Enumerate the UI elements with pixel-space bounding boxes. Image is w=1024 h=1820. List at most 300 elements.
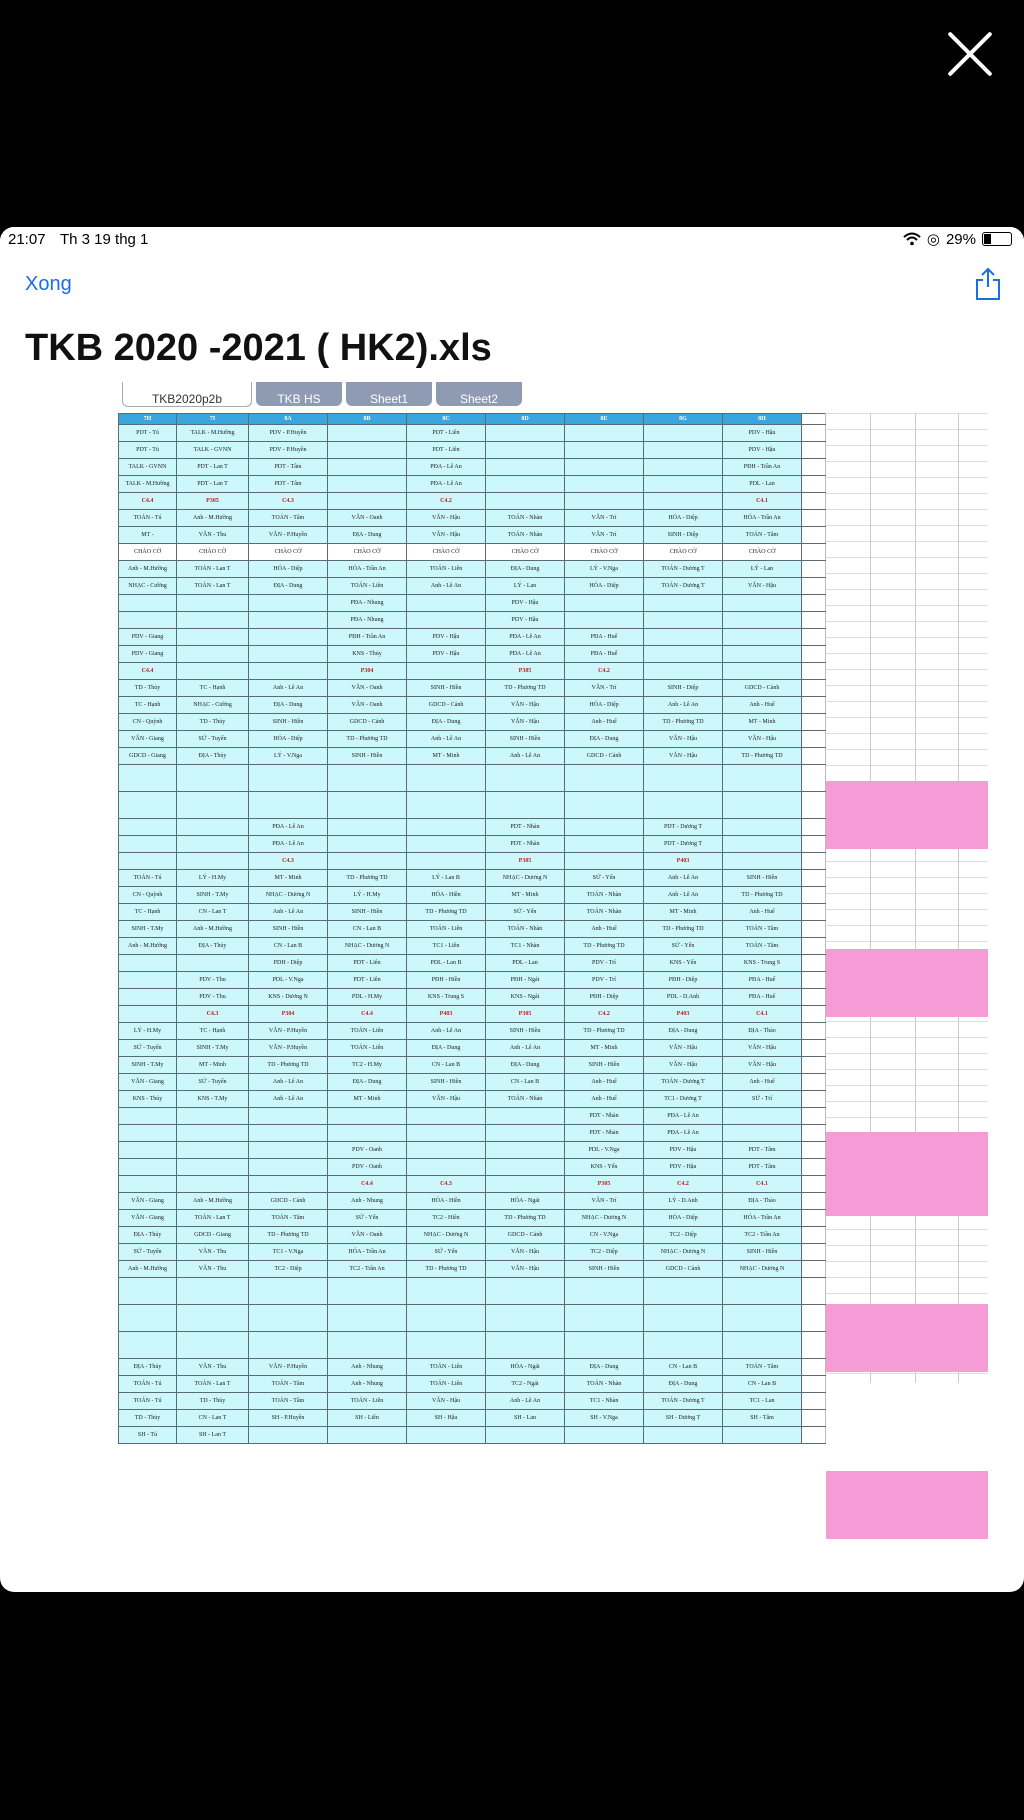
grid-cell[interactable]: TD - Phương TD bbox=[249, 1057, 328, 1074]
grid-cell[interactable] bbox=[486, 425, 565, 442]
grid-cell[interactable] bbox=[565, 476, 644, 493]
grid-cell[interactable]: LÝ - H.My bbox=[328, 887, 407, 904]
grid-cell[interactable]: CHÀO CỜ bbox=[723, 544, 802, 561]
grid-cell[interactable]: KNS - Yến bbox=[644, 955, 723, 972]
grid-cell[interactable]: PĐH - Ngát bbox=[486, 972, 565, 989]
grid-cell[interactable] bbox=[328, 459, 407, 476]
grid-cell[interactable] bbox=[802, 955, 826, 972]
grid-cell[interactable]: P403 bbox=[644, 1006, 723, 1023]
grid-cell[interactable] bbox=[249, 1176, 328, 1193]
grid-cell[interactable]: TOÁN - Liên bbox=[328, 578, 407, 595]
grid-cell[interactable]: KNS - Thủy bbox=[119, 1091, 177, 1108]
grid-cell[interactable]: TC - Hạnh bbox=[177, 1023, 249, 1040]
grid-cell[interactable]: TOÁN - Nhàn bbox=[565, 904, 644, 921]
grid-cell[interactable] bbox=[802, 836, 826, 853]
grid-cell[interactable] bbox=[723, 663, 802, 680]
grid-cell[interactable] bbox=[802, 425, 826, 442]
grid-cell[interactable]: Anh - M.Hường bbox=[177, 921, 249, 938]
grid-cell[interactable]: C4.3 bbox=[407, 1176, 486, 1193]
grid-cell[interactable]: VĂN - Trí bbox=[565, 680, 644, 697]
grid-cell[interactable]: SINH - Hiền bbox=[328, 748, 407, 765]
grid-cell[interactable]: TC - Hạnh bbox=[119, 697, 177, 714]
grid-cell[interactable]: 8A bbox=[249, 414, 328, 425]
grid-cell[interactable] bbox=[723, 765, 802, 792]
grid-cell[interactable] bbox=[328, 425, 407, 442]
grid-cell[interactable]: SINH - T.My bbox=[119, 921, 177, 938]
grid-cell[interactable]: TOÁN - Lan T bbox=[177, 561, 249, 578]
grid-cell[interactable]: ĐỊA - Thủy bbox=[119, 1227, 177, 1244]
grid-cell[interactable]: PĐH - Trần An bbox=[723, 459, 802, 476]
grid-cell[interactable] bbox=[177, 1278, 249, 1305]
grid-cell[interactable] bbox=[407, 1278, 486, 1305]
grid-cell[interactable] bbox=[119, 1108, 177, 1125]
grid-cell[interactable] bbox=[644, 1278, 723, 1305]
grid-cell[interactable] bbox=[802, 493, 826, 510]
grid-cell[interactable]: TOÁN - Dương T bbox=[644, 578, 723, 595]
grid-cell[interactable]: SỬ - Yến bbox=[486, 904, 565, 921]
grid-cell[interactable]: PĐA - Huế bbox=[565, 629, 644, 646]
grid-cell[interactable]: Anh - Huế bbox=[565, 714, 644, 731]
grid-cell[interactable] bbox=[802, 1074, 826, 1091]
grid-cell[interactable]: TC - Hạnh bbox=[177, 680, 249, 697]
grid-cell[interactable]: KNS - Trung S bbox=[407, 989, 486, 1006]
grid-cell[interactable]: P305 bbox=[486, 1006, 565, 1023]
grid-cell[interactable] bbox=[723, 646, 802, 663]
grid-cell[interactable]: HÓA - Trần An bbox=[723, 1210, 802, 1227]
grid-cell[interactable]: HÓA - Diệp bbox=[565, 578, 644, 595]
grid-cell[interactable] bbox=[644, 442, 723, 459]
grid-cell[interactable]: Anh - Lê An bbox=[486, 1040, 565, 1057]
grid-cell[interactable] bbox=[328, 1332, 407, 1359]
grid-cell[interactable] bbox=[802, 1278, 826, 1305]
grid-cell[interactable]: VĂN - P.Huyền bbox=[249, 1359, 328, 1376]
grid-cell[interactable]: VĂN - Hậu bbox=[644, 1040, 723, 1057]
grid-cell[interactable]: LÝ - H.My bbox=[119, 1023, 177, 1040]
grid-cell[interactable]: SỬ - Tuyến bbox=[119, 1040, 177, 1057]
grid-cell[interactable]: VĂN - Hậu bbox=[723, 1040, 802, 1057]
grid-cell[interactable]: VĂN - Hậu bbox=[486, 714, 565, 731]
grid-cell[interactable] bbox=[249, 765, 328, 792]
grid-cell[interactable]: VĂN - Hậu bbox=[407, 1091, 486, 1108]
grid-cell[interactable]: TALK - M.Hường bbox=[119, 476, 177, 493]
grid-cell[interactable] bbox=[644, 476, 723, 493]
grid-cell[interactable]: PDV - Thu bbox=[177, 989, 249, 1006]
grid-cell[interactable] bbox=[177, 1176, 249, 1193]
grid-cell[interactable]: TOÁN - Dương T bbox=[644, 1393, 723, 1410]
grid-cell[interactable]: CN - Quỳnh bbox=[119, 887, 177, 904]
grid-cell[interactable]: TC2 - Trần An bbox=[723, 1227, 802, 1244]
grid-cell[interactable]: SINH - Hiền bbox=[249, 714, 328, 731]
grid-cell[interactable]: PDH - Diệp bbox=[249, 955, 328, 972]
grid-cell[interactable]: 7H bbox=[119, 414, 177, 425]
grid-cell[interactable] bbox=[249, 1108, 328, 1125]
grid-cell[interactable]: VĂN - Giang bbox=[119, 731, 177, 748]
grid-cell[interactable]: HÓA - Trần An bbox=[328, 1244, 407, 1261]
grid-cell[interactable]: ĐỊA - Thủy bbox=[177, 938, 249, 955]
grid-cell[interactable]: C4.4 bbox=[328, 1006, 407, 1023]
grid-cell[interactable] bbox=[802, 1006, 826, 1023]
grid-cell[interactable] bbox=[119, 819, 177, 836]
grid-cell[interactable]: TOÁN - Liên bbox=[328, 1023, 407, 1040]
grid-cell[interactable] bbox=[177, 595, 249, 612]
grid-cell[interactable] bbox=[565, 1427, 644, 1444]
grid-cell[interactable] bbox=[723, 836, 802, 853]
grid-cell[interactable]: TOÁN - Nhàn bbox=[486, 921, 565, 938]
grid-cell[interactable] bbox=[177, 836, 249, 853]
grid-cell[interactable]: Anh - Huế bbox=[565, 921, 644, 938]
grid-cell[interactable]: TOÁN - Tâm bbox=[723, 527, 802, 544]
grid-cell[interactable] bbox=[328, 792, 407, 819]
grid-cell[interactable]: PDV - Trí bbox=[565, 972, 644, 989]
grid-cell[interactable] bbox=[802, 1040, 826, 1057]
grid-cell[interactable]: PDT - Liên bbox=[407, 425, 486, 442]
grid-cell[interactable] bbox=[328, 1427, 407, 1444]
grid-cell[interactable]: TOÁN - Lan T bbox=[177, 578, 249, 595]
grid-cell[interactable]: PDV - Hậu bbox=[723, 425, 802, 442]
grid-cell[interactable]: GDCD - Cảnh bbox=[565, 748, 644, 765]
grid-cell[interactable]: TD - Thủy bbox=[177, 714, 249, 731]
grid-cell[interactable]: TC1 - Dương T bbox=[644, 1091, 723, 1108]
grid-cell[interactable] bbox=[802, 1176, 826, 1193]
grid-cell[interactable]: TC2 - H.My bbox=[328, 1057, 407, 1074]
grid-cell[interactable]: NHẠC - Dương N bbox=[723, 1261, 802, 1278]
grid-cell[interactable]: HÓA - Diệp bbox=[249, 731, 328, 748]
grid-cell[interactable]: VĂN - P.Huyền bbox=[249, 1040, 328, 1057]
grid-cell[interactable] bbox=[644, 792, 723, 819]
grid-cell[interactable] bbox=[565, 765, 644, 792]
grid-cell[interactable]: NHẠC - Dương N bbox=[644, 1244, 723, 1261]
grid-cell[interactable] bbox=[802, 972, 826, 989]
grid-cell[interactable]: LÝ - Lan B bbox=[407, 870, 486, 887]
grid-cell[interactable]: 7I bbox=[177, 414, 249, 425]
grid-cell[interactable]: C4.3 bbox=[177, 1006, 249, 1023]
grid-cell[interactable]: PĐH - Diệp bbox=[565, 989, 644, 1006]
grid-cell[interactable]: VĂN - Trí bbox=[565, 1193, 644, 1210]
grid-cell[interactable]: C4.2 bbox=[565, 663, 644, 680]
grid-cell[interactable] bbox=[119, 955, 177, 972]
grid-cell[interactable]: HÓA - Hiền bbox=[407, 887, 486, 904]
grid-cell[interactable] bbox=[802, 1193, 826, 1210]
grid-cell[interactable] bbox=[802, 819, 826, 836]
grid-cell[interactable] bbox=[644, 646, 723, 663]
grid-cell[interactable]: Anh - Lê An bbox=[407, 578, 486, 595]
grid-cell[interactable]: Anh - M.Hường bbox=[119, 1261, 177, 1278]
grid-cell[interactable]: VĂN - Giang bbox=[119, 1193, 177, 1210]
grid-cell[interactable]: TOÁN - Liên bbox=[407, 1359, 486, 1376]
grid-cell[interactable]: SINH - Diệp bbox=[644, 680, 723, 697]
grid-cell[interactable]: SỬ - Tuyến bbox=[119, 1244, 177, 1261]
grid-cell[interactable] bbox=[723, 595, 802, 612]
grid-cell[interactable] bbox=[177, 1332, 249, 1359]
close-icon[interactable] bbox=[940, 24, 1000, 84]
grid-cell[interactable]: PĐA - Lê An bbox=[644, 1108, 723, 1125]
grid-cell[interactable] bbox=[644, 629, 723, 646]
grid-cell[interactable]: VĂN - Hậu bbox=[407, 1393, 486, 1410]
grid-cell[interactable]: SINH - T.My bbox=[177, 887, 249, 904]
grid-cell[interactable] bbox=[486, 1278, 565, 1305]
grid-cell[interactable] bbox=[328, 1278, 407, 1305]
grid-cell[interactable] bbox=[407, 1125, 486, 1142]
grid-cell[interactable]: ĐỊA - Dung bbox=[407, 1040, 486, 1057]
grid-cell[interactable] bbox=[802, 629, 826, 646]
grid-cell[interactable] bbox=[802, 1427, 826, 1444]
grid-cell[interactable]: MT - Minh bbox=[565, 1040, 644, 1057]
grid-cell[interactable]: P305 bbox=[486, 663, 565, 680]
grid-cell[interactable]: CHÀO CỜ bbox=[249, 544, 328, 561]
grid-cell[interactable] bbox=[407, 1159, 486, 1176]
grid-cell[interactable]: VĂN - Hậu bbox=[723, 731, 802, 748]
grid-cell[interactable]: TOÁN - Lan T bbox=[177, 1210, 249, 1227]
grid-cell[interactable]: CHÀO CỜ bbox=[565, 544, 644, 561]
grid-cell[interactable]: GDCD - Cảnh bbox=[486, 1227, 565, 1244]
tab-sheet-2[interactable]: TKB HS bbox=[256, 382, 342, 406]
grid-cell[interactable]: VĂN - P.Huyền bbox=[249, 527, 328, 544]
grid-cell[interactable]: PDT - Lan T bbox=[177, 459, 249, 476]
grid-cell[interactable] bbox=[486, 1176, 565, 1193]
grid-cell[interactable]: TD - Thủy bbox=[119, 1410, 177, 1427]
grid-cell[interactable]: TD - Phương TD bbox=[486, 1210, 565, 1227]
grid-cell[interactable]: TD - Phương TD bbox=[249, 1227, 328, 1244]
grid-cell[interactable]: PDT - Tú bbox=[119, 425, 177, 442]
grid-cell[interactable]: TD - Phương TD bbox=[565, 938, 644, 955]
grid-cell[interactable] bbox=[565, 1305, 644, 1332]
grid-cell[interactable]: SINH - Diệp bbox=[644, 527, 723, 544]
grid-cell[interactable]: Anh - Lê An bbox=[644, 870, 723, 887]
grid-cell[interactable]: PDV - Oanh bbox=[328, 1142, 407, 1159]
grid-cell[interactable] bbox=[723, 629, 802, 646]
grid-cell[interactable] bbox=[565, 425, 644, 442]
grid-cell[interactable]: PĐA - Lê An bbox=[486, 646, 565, 663]
grid-cell[interactable] bbox=[486, 1305, 565, 1332]
grid-cell[interactable]: CN - Lan B bbox=[723, 1376, 802, 1393]
grid-cell[interactable] bbox=[802, 792, 826, 819]
grid-cell[interactable] bbox=[802, 510, 826, 527]
grid-cell[interactable] bbox=[802, 612, 826, 629]
grid-cell[interactable]: Anh - Lê An bbox=[249, 1091, 328, 1108]
grid-cell[interactable] bbox=[802, 1376, 826, 1393]
tab-sheet-3[interactable]: Sheet1 bbox=[346, 382, 432, 406]
grid-cell[interactable]: VĂN - Thu bbox=[177, 1244, 249, 1261]
grid-cell[interactable] bbox=[486, 442, 565, 459]
grid-cell[interactable] bbox=[249, 646, 328, 663]
grid-cell[interactable]: PDL - V.Nga bbox=[249, 972, 328, 989]
grid-cell[interactable] bbox=[802, 887, 826, 904]
grid-cell[interactable] bbox=[177, 646, 249, 663]
grid-cell[interactable] bbox=[802, 904, 826, 921]
grid-cell[interactable]: TOÁN - Tú bbox=[119, 1376, 177, 1393]
grid-cell[interactable]: CN - Lan B bbox=[407, 1057, 486, 1074]
grid-cell[interactable] bbox=[328, 819, 407, 836]
grid-cell[interactable]: TOÁN - Nhàn bbox=[486, 1091, 565, 1108]
grid-cell[interactable]: P403 bbox=[644, 853, 723, 870]
grid-cell[interactable]: SH - Hậu bbox=[407, 1410, 486, 1427]
grid-cell[interactable]: TOÁN - Tâm bbox=[249, 1210, 328, 1227]
grid-cell[interactable]: Anh - Huế bbox=[565, 1074, 644, 1091]
grid-cell[interactable] bbox=[802, 1359, 826, 1376]
grid-cell[interactable]: MT - Minh bbox=[486, 887, 565, 904]
grid-cell[interactable]: TALK - GVNN bbox=[177, 442, 249, 459]
grid-cell[interactable]: C4.3 bbox=[249, 493, 328, 510]
grid-cell[interactable] bbox=[177, 955, 249, 972]
grid-cell[interactable] bbox=[802, 1210, 826, 1227]
grid-cell[interactable] bbox=[249, 1332, 328, 1359]
grid-cell[interactable]: KNS - T.My bbox=[177, 1091, 249, 1108]
grid-cell[interactable] bbox=[486, 1108, 565, 1125]
grid-cell[interactable]: PĐA - Huế bbox=[723, 972, 802, 989]
grid-cell[interactable]: PDT - Tâm bbox=[723, 1142, 802, 1159]
grid-cell[interactable]: NHẠC - Dương N bbox=[565, 1210, 644, 1227]
grid-cell[interactable]: KNS - Trung S bbox=[723, 955, 802, 972]
grid-cell[interactable]: PĐA - Nhung bbox=[328, 612, 407, 629]
grid-cell[interactable]: ĐỊA - Dung bbox=[644, 1023, 723, 1040]
grid-cell[interactable] bbox=[644, 612, 723, 629]
grid-cell[interactable]: VĂN - Oanh bbox=[328, 1227, 407, 1244]
grid-cell[interactable]: C4.1 bbox=[723, 1006, 802, 1023]
grid-cell[interactable]: ĐỊA - Dung bbox=[486, 561, 565, 578]
grid-cell[interactable]: 8C bbox=[407, 414, 486, 425]
grid-cell[interactable]: Anh - Lê An bbox=[644, 887, 723, 904]
grid-cell[interactable]: NHẠC - Dương N bbox=[328, 938, 407, 955]
grid-cell[interactable]: VĂN - Hậu bbox=[723, 1057, 802, 1074]
grid-cell[interactable] bbox=[802, 989, 826, 1006]
grid-cell[interactable]: ĐỊA - Thủy bbox=[119, 1359, 177, 1376]
grid-cell[interactable]: SH - Lan T bbox=[177, 1427, 249, 1444]
grid-cell[interactable] bbox=[119, 595, 177, 612]
grid-cell[interactable]: SINH - Hiền bbox=[486, 731, 565, 748]
grid-cell[interactable]: HÓA - Trần An bbox=[723, 510, 802, 527]
grid-cell[interactable]: PDT - Liên bbox=[328, 972, 407, 989]
grid-cell[interactable]: ĐỊA - Dung bbox=[249, 578, 328, 595]
grid-cell[interactable] bbox=[802, 459, 826, 476]
grid-cell[interactable]: Anh - Lê An bbox=[486, 1393, 565, 1410]
grid-cell[interactable] bbox=[177, 792, 249, 819]
grid-cell[interactable]: TC2 - Trần An bbox=[328, 1261, 407, 1278]
grid-cell[interactable]: SH - Dương T bbox=[644, 1410, 723, 1427]
grid-cell[interactable]: Anh - Lê An bbox=[407, 731, 486, 748]
grid-cell[interactable]: CHÀO CỜ bbox=[328, 544, 407, 561]
grid-cell[interactable] bbox=[249, 1278, 328, 1305]
grid-cell[interactable] bbox=[802, 442, 826, 459]
grid-cell[interactable]: Anh - Lê An bbox=[407, 1023, 486, 1040]
grid-cell[interactable] bbox=[177, 1142, 249, 1159]
grid-cell[interactable]: SINH - Hiền bbox=[328, 904, 407, 921]
grid-cell[interactable] bbox=[802, 1159, 826, 1176]
grid-cell[interactable]: PDL - Lan bbox=[486, 955, 565, 972]
grid-cell[interactable]: PDT - Dương T bbox=[644, 819, 723, 836]
grid-cell[interactable]: TOÁN - Liên bbox=[407, 1376, 486, 1393]
grid-cell[interactable]: CN - Lan B bbox=[644, 1359, 723, 1376]
tab-sheet-1[interactable]: TKB2020p2b bbox=[122, 382, 252, 407]
grid-cell[interactable]: Anh - M.Hường bbox=[177, 1193, 249, 1210]
grid-cell[interactable] bbox=[802, 1227, 826, 1244]
grid-cell[interactable] bbox=[119, 765, 177, 792]
grid-cell[interactable] bbox=[723, 1332, 802, 1359]
grid-cell[interactable]: P305 bbox=[565, 1176, 644, 1193]
grid-cell[interactable] bbox=[119, 1305, 177, 1332]
grid-cell[interactable] bbox=[723, 612, 802, 629]
grid-cell[interactable]: GDCD - Cảnh bbox=[723, 680, 802, 697]
grid-cell[interactable]: P304 bbox=[328, 663, 407, 680]
grid-cell[interactable] bbox=[802, 870, 826, 887]
grid-cell[interactable] bbox=[407, 663, 486, 680]
grid-cell[interactable]: VĂN - P.Huyền bbox=[249, 1023, 328, 1040]
grid-cell[interactable]: 8H bbox=[723, 414, 802, 425]
grid-cell[interactable]: ĐỊA - Dung bbox=[486, 1057, 565, 1074]
grid-cell[interactable]: PĐA - Lê An bbox=[407, 476, 486, 493]
grid-cell[interactable] bbox=[249, 612, 328, 629]
grid-cell[interactable]: PĐA - Lê An bbox=[249, 836, 328, 853]
grid-cell[interactable]: CN - Lan T bbox=[177, 1410, 249, 1427]
grid-cell[interactable]: PĐA - Nhung bbox=[328, 595, 407, 612]
done-button[interactable]: Xong bbox=[25, 273, 72, 295]
grid-cell[interactable]: TOÁN - Dương T bbox=[644, 1074, 723, 1091]
grid-cell[interactable]: CHÀO CỜ bbox=[644, 544, 723, 561]
grid-cell[interactable]: TALK - M.Hường bbox=[177, 425, 249, 442]
grid-cell[interactable] bbox=[249, 663, 328, 680]
grid-cell[interactable] bbox=[177, 819, 249, 836]
grid-cell[interactable] bbox=[486, 493, 565, 510]
grid-cell[interactable]: TC2 - Hiền bbox=[407, 1210, 486, 1227]
grid-cell[interactable]: P403 bbox=[407, 1006, 486, 1023]
grid-cell[interactable]: KNS - Thủy bbox=[328, 646, 407, 663]
grid-cell[interactable]: PDT - Nhàn bbox=[486, 836, 565, 853]
grid-cell[interactable] bbox=[723, 1125, 802, 1142]
grid-cell[interactable]: CN - V.Nga bbox=[565, 1227, 644, 1244]
grid-cell[interactable]: SỬ - Yến bbox=[565, 870, 644, 887]
grid-cell[interactable]: PĐA - Lê An bbox=[486, 629, 565, 646]
grid-cell[interactable]: PDT - Nhàn bbox=[565, 1108, 644, 1125]
grid-cell[interactable]: TC2 - Diệp bbox=[249, 1261, 328, 1278]
grid-cell[interactable]: PĐA - Huế bbox=[565, 646, 644, 663]
grid-cell[interactable]: TD - Phương TD bbox=[644, 714, 723, 731]
grid-cell[interactable]: TOÁN - Tú bbox=[119, 1393, 177, 1410]
grid-cell[interactable]: SỬ - Trí bbox=[723, 1091, 802, 1108]
grid-cell[interactable] bbox=[119, 853, 177, 870]
grid-cell[interactable]: GDCD - Cảnh bbox=[328, 714, 407, 731]
grid-cell[interactable]: PĐA - Huế bbox=[723, 989, 802, 1006]
grid-cell[interactable]: PĐA - Lê An bbox=[644, 1125, 723, 1142]
grid-cell[interactable]: SỬ - Yến bbox=[644, 938, 723, 955]
grid-cell[interactable]: SH - P.Huyền bbox=[249, 1410, 328, 1427]
grid-cell[interactable] bbox=[249, 629, 328, 646]
grid-cell[interactable] bbox=[802, 646, 826, 663]
grid-cell[interactable] bbox=[802, 476, 826, 493]
grid-cell[interactable]: VĂN - Thu bbox=[177, 1359, 249, 1376]
grid-cell[interactable]: Anh - M.Hường bbox=[119, 938, 177, 955]
grid-cell[interactable] bbox=[802, 561, 826, 578]
grid-cell[interactable]: MT - bbox=[119, 527, 177, 544]
grid-cell[interactable] bbox=[119, 1332, 177, 1359]
tab-sheet-4[interactable]: Sheet2 bbox=[436, 382, 522, 406]
grid-cell[interactable] bbox=[644, 765, 723, 792]
grid-cell[interactable]: SH - Tú bbox=[119, 1427, 177, 1444]
grid-cell[interactable] bbox=[486, 765, 565, 792]
grid-cell[interactable] bbox=[407, 1305, 486, 1332]
grid-cell[interactable]: Anh - Nhung bbox=[328, 1376, 407, 1393]
grid-cell[interactable]: Anh - Nhung bbox=[328, 1359, 407, 1376]
grid-cell[interactable]: NHẠC - Dương N bbox=[249, 887, 328, 904]
grid-cell[interactable] bbox=[486, 1125, 565, 1142]
grid-cell[interactable] bbox=[565, 612, 644, 629]
grid-cell[interactable] bbox=[486, 459, 565, 476]
grid-cell[interactable]: PĐA - Lê An bbox=[407, 459, 486, 476]
grid-cell[interactable] bbox=[565, 836, 644, 853]
grid-cell[interactable]: TD - Phương TD bbox=[644, 921, 723, 938]
grid-cell[interactable] bbox=[723, 1278, 802, 1305]
grid-cell[interactable] bbox=[119, 989, 177, 1006]
grid-cell[interactable]: SH - Liên bbox=[328, 1410, 407, 1427]
grid-cell[interactable]: TOÁN - Tú bbox=[119, 870, 177, 887]
